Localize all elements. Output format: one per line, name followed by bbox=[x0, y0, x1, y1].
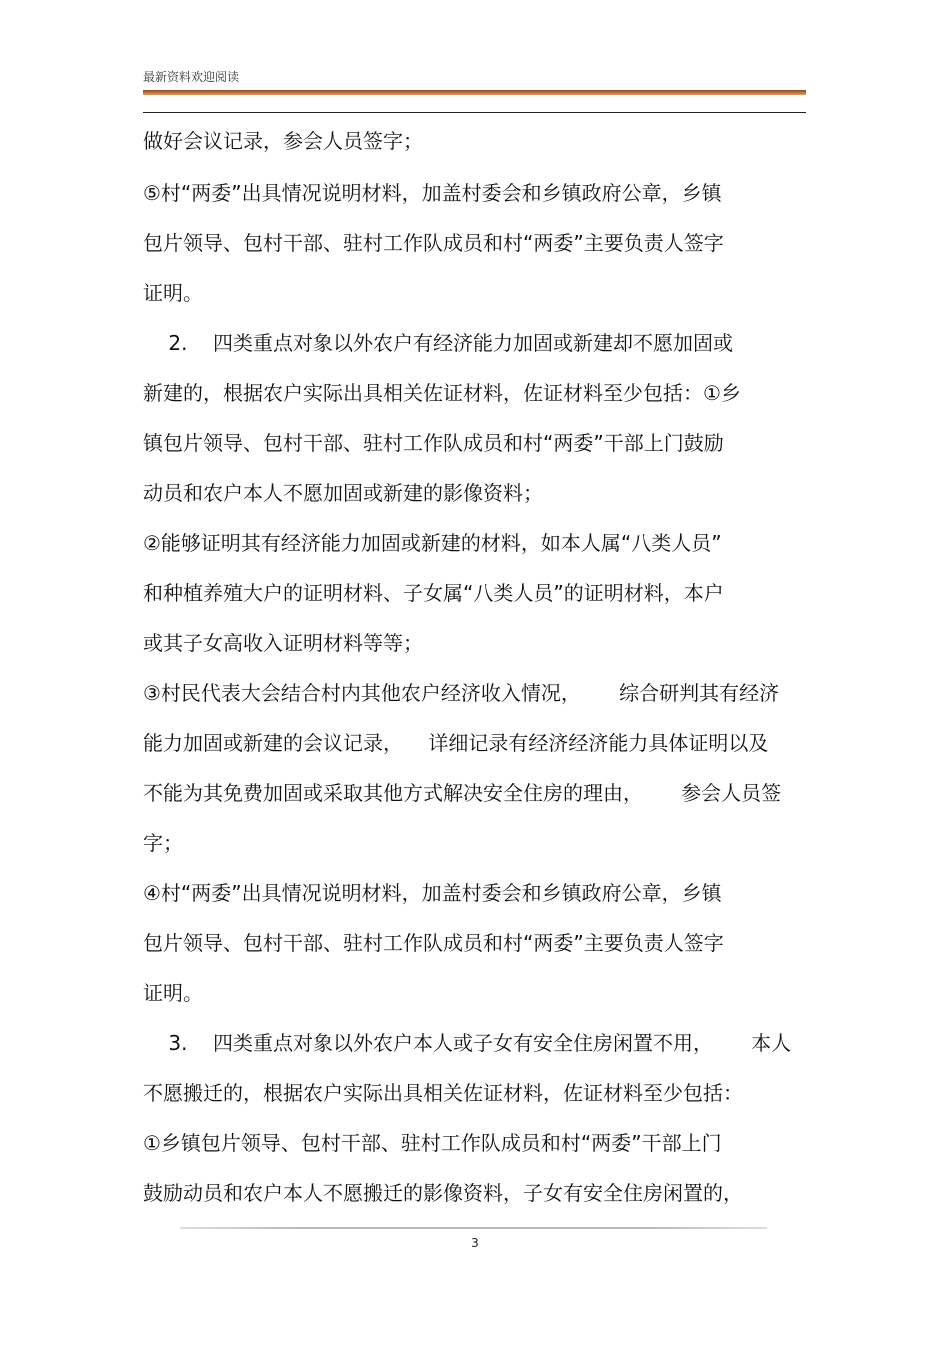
body-line: 包片领导、包村干部、驻村工作队成员和村“两委”主要负责人签字 bbox=[143, 231, 724, 255]
header-rule-thin bbox=[143, 112, 806, 113]
body-line: 不能为其免费加固或采取其他方式解决安全住房的理由， 参会人员签 bbox=[143, 781, 782, 805]
header-rule-thick bbox=[143, 90, 806, 95]
body-line: 不愿搬迁的，根据农户实际出具相关佐证材料，佐证材料至少包括： bbox=[143, 1081, 743, 1105]
body-line: ①乡镇包片领导、包村干部、驻村工作队成员和村“两委”干部上门 bbox=[143, 1131, 722, 1155]
body-line: ②能够证明其有经济能力加固或新建的材料，如本人属“八类人员” bbox=[143, 531, 722, 555]
body-line: 能力加固或新建的会议记录， 详细记录有经济经济能力具体证明以及 bbox=[143, 731, 769, 755]
body-line: 镇包片领导、包村干部、驻村工作队成员和村“两委”干部上门鼓励 bbox=[143, 431, 724, 455]
body-line: 鼓励动员和农户本人不愿搬迁的影像资料，子女有安全住房闲置的， bbox=[143, 1181, 743, 1205]
body-line: 3. 四类重点对象以外农户本人或子女有安全住房闲置不用， 本人 bbox=[143, 1031, 792, 1055]
body-line: ④村“两委”出具情况说明材料，加盖村委会和乡镇政府公章，乡镇 bbox=[143, 881, 722, 905]
body-line: 证明。 bbox=[143, 281, 203, 305]
body-line: 新建的，根据农户实际出具相关佐证材料，佐证材料至少包括：①乡 bbox=[143, 381, 741, 405]
body-line: ⑤村“两委”出具情况说明材料，加盖村委会和乡镇政府公章，乡镇 bbox=[143, 181, 722, 205]
footer-rule bbox=[180, 1227, 767, 1229]
body-line: 2. 四类重点对象以外农户有经济能力加固或新建却不愿加固或 bbox=[143, 331, 733, 355]
body-line: 包片领导、包村干部、驻村工作队成员和村“两委”主要负责人签字 bbox=[143, 931, 724, 955]
body-line: 字； bbox=[143, 831, 183, 855]
body-line: 或其子女高收入证明材料等等； bbox=[143, 631, 423, 655]
body-line: 证明。 bbox=[143, 981, 203, 1005]
body-line: ③村民代表大会结合村内其他农户经济收入情况， 综合研判其有经济 bbox=[143, 681, 780, 705]
body-line: 动员和农户本人不愿加固或新建的影像资料； bbox=[143, 481, 543, 505]
header-text: 最新资料欢迎阅读 bbox=[143, 70, 240, 84]
page-number: 3 bbox=[471, 1236, 479, 1250]
body-line: 和种植养殖大户的证明材料、子女属“八类人员”的证明材料，本户 bbox=[143, 581, 724, 605]
body-line: 做好会议记录，参会人员签字； bbox=[143, 129, 423, 153]
